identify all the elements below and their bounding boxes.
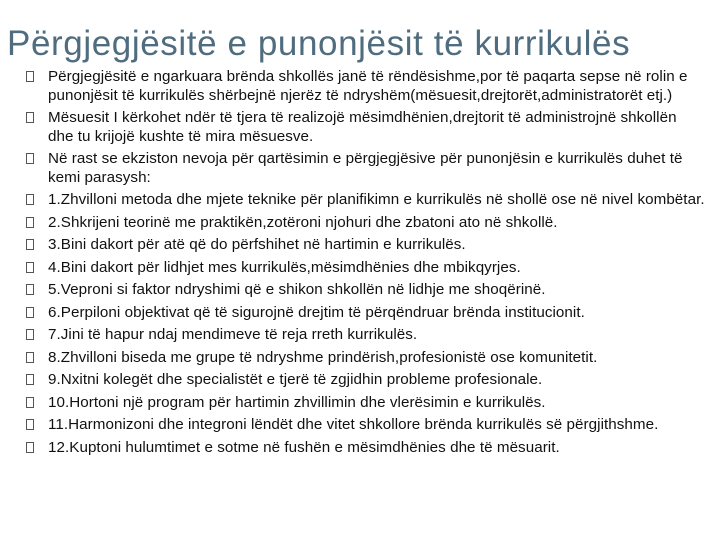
bullet-marker-icon [26, 217, 34, 228]
bullet-text: 4.Bini dakort për lidhjet mes kurrikulës,mësimdhënies dhe mbikqyrjes. [48, 258, 521, 276]
bullet-item [26, 281, 706, 300]
bullet-item [26, 394, 706, 413]
bullet-text: Në rast se ekziston nevoja për qartësimin e përgjegjësive për punonjësin e kurrikulës duhet të kemi parasysh: [48, 150, 683, 186]
bullet-marker-icon [26, 194, 34, 205]
bullet-marker-icon [26, 352, 34, 363]
bullet-text: 9.Nxitni kolegët dhe specialistët e tjerë të zgjidhin probleme profesionale. [48, 371, 543, 389]
bullet-item [26, 416, 706, 435]
bullet-marker-icon [26, 419, 34, 430]
bullet-marker-icon [26, 307, 34, 318]
bullet-item [26, 371, 706, 390]
bullet-text: 10.Hortoni një program për hartimin zhvillimin dhe vlerësimin e kurrikulës. [48, 393, 546, 411]
bullet-item [26, 304, 706, 323]
bullet-item [26, 439, 706, 458]
bullet-text: 12.Kuptoni hulumtimet e sotme në fushën e mësimdhënies dhe të mësuarit. [48, 438, 560, 456]
bullet-text: Përgjegjësitë e ngarkuara brënda shkollës janë të rëndësishme,por të paqarta sepse në rolin e punonjësit të kurrikulës shërbejnë njerëz të ndryshëm(mësuesit,drejtorët,administratorët etj.) [48, 68, 688, 104]
bullet-item [26, 236, 706, 255]
bullet-marker-icon [26, 329, 34, 340]
bullet-text: Mësuesit I kërkohet ndër të tjera të realizojë mësimdhënien,drejtorit të administrojnë shkollën dhe tu krijojë kushte të mira mësuesve. [48, 109, 677, 145]
bullet-marker-icon [26, 284, 34, 295]
bullet-marker-icon [26, 112, 34, 123]
bullet-text: 1.Zhvilloni metoda dhe mjete teknike për planifikimn e kurrikulës në shollë ose në nivel kombëtar. [48, 191, 705, 209]
bullet-marker-icon [26, 71, 34, 82]
bullet-item [26, 259, 706, 278]
bullet-marker-icon [26, 442, 34, 453]
bullet-text: 6.Perpiloni objektivat që të sigurojnë drejtim të përqëndruar brënda institucionit. [48, 303, 585, 321]
bullet-item [26, 109, 706, 146]
bullet-text: 7.Jini të hapur ndaj mendimeve të reja rreth kurrikulës. [48, 326, 418, 344]
bullet-text: 8.Zhvilloni biseda me grupe të ndryshme prindërish,profesionistë ose komunitetit. [48, 348, 598, 366]
bullet-item [26, 214, 706, 233]
bullet-text: 5.Veproni si faktor ndryshimi që e shikon shkollën në lidhje me shoqërinë. [48, 281, 546, 299]
slide-title: Përgjegjësitë e punonjësit të kurrikulës [7, 24, 631, 63]
bullet-marker-icon [26, 239, 34, 250]
bullet-marker-icon [26, 374, 34, 385]
bullet-marker-icon [26, 397, 34, 408]
bullet-item [26, 191, 706, 210]
bullet-marker-icon [26, 262, 34, 273]
bullet-text: 11.Harmonizoni dhe integroni lëndët dhe vitet shkollore brënda kurrikulës së përgjithshme. [48, 416, 659, 434]
bullet-item [26, 68, 706, 105]
bullet-list [26, 68, 706, 461]
bullet-item [26, 326, 706, 345]
bullet-item [26, 150, 706, 187]
bullet-text: 2.Shkrijeni teorinë me praktikën,zotëroni njohuri dhe zbatoni ato në shkollë. [48, 213, 558, 231]
bullet-item [26, 349, 706, 368]
bullet-text: 3.Bini dakort për atë që do përfshihet në hartimin e kurrikulës. [48, 236, 466, 254]
bullet-marker-icon [26, 153, 34, 164]
